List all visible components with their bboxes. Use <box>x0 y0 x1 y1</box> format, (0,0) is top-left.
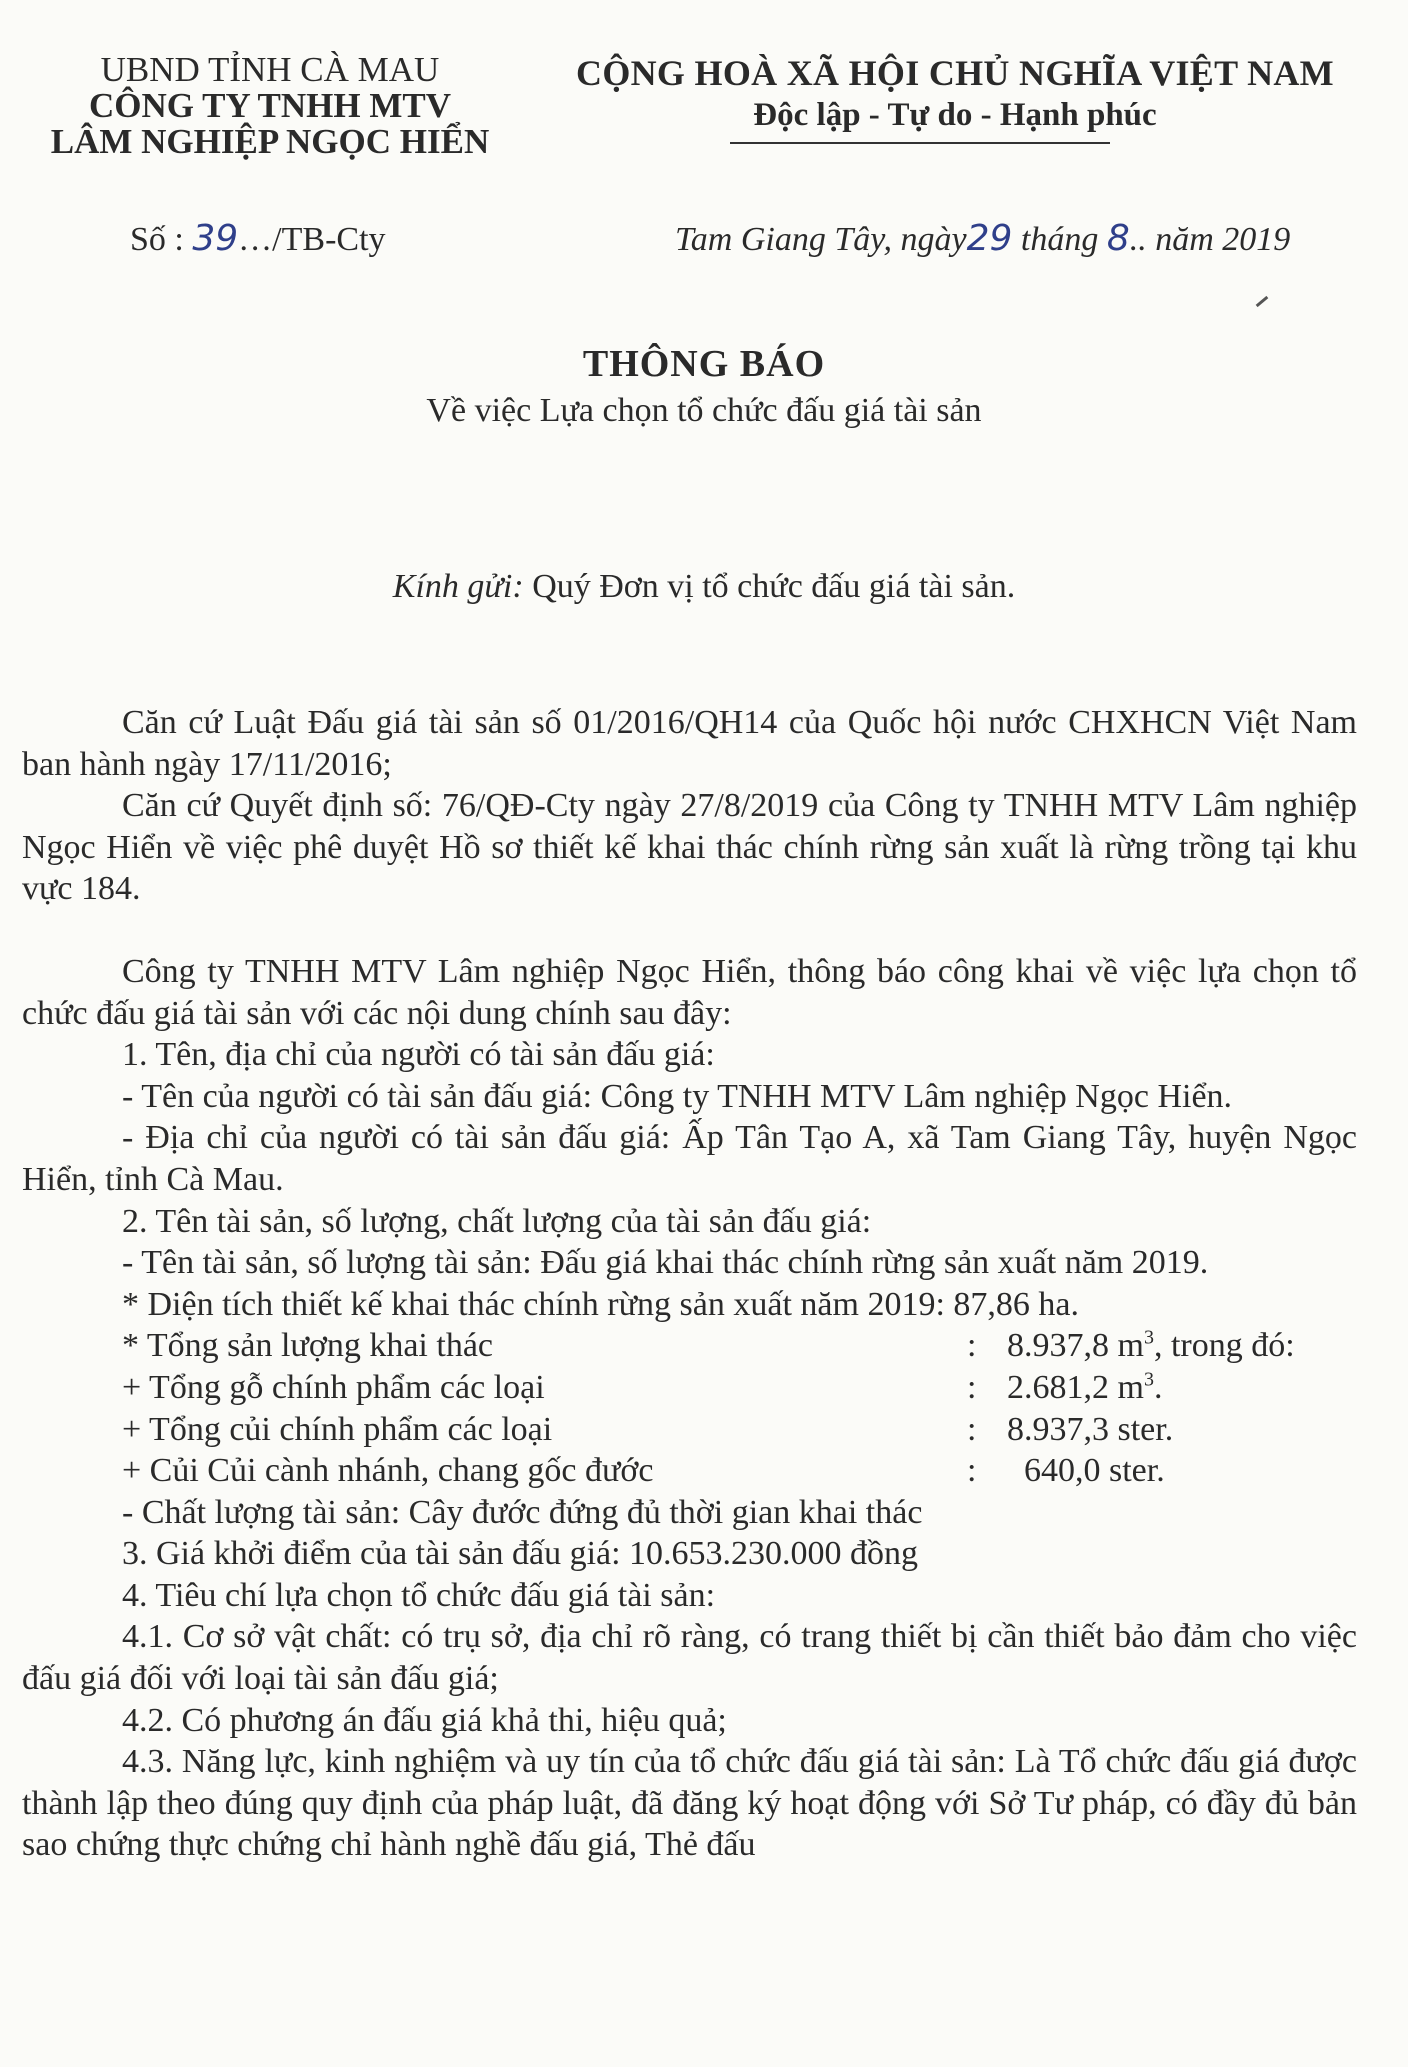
paragraph-legal-basis-1: Căn cứ Luật Đấu giá tài sản số 01/2016/QH14 của Quốc hội nước CHXHCN Việt Nam ban hành ngày 17/11/2016; <box>22 704 1357 783</box>
paragraph-announcement: Công ty TNHH MTV Lâm nghiệp Ngọc Hiển, thông báo công khai về việc lựa chọn tổ chức đấu giá tài sản với các nội dung chính sau đây: <box>22 952 1357 1032</box>
pen-mark <box>1256 296 1269 307</box>
section-2-area: * Diện tích thiết kế khai thác chính rừng sản xuất năm 2019: 87,86 ha. <box>122 1285 1079 1323</box>
org-line-company-type: CÔNG TY TNHH MTV <box>88 86 452 125</box>
criterion-4-2: 4.2. Có phương án đấu giá khả thi, hiệu quả; <box>122 1701 727 1739</box>
date-year: năm 2019 <box>1155 221 1291 258</box>
section-2-asset-name: - Tên tài sản, số lượng tài sản: Đấu giá khai thác chính rừng sản xuất năm 2019. <box>122 1244 1209 1282</box>
issuing-organization <box>30 52 510 160</box>
recipient-line <box>0 568 1408 606</box>
handwritten-month: 8 <box>1106 218 1130 259</box>
section-1-owner-address: - Địa chỉ của người có tài sản đấu giá: Ấp Tân Tạo A, xã Tam Giang Tây, huyện Ngọc Hiển, tỉnh Cà Mau. <box>22 1119 1357 1198</box>
date-month-label: tháng <box>1020 221 1099 258</box>
volume-row: + Tổng gỗ chính phẩm các loại : 2.681,2 $m^3$. <box>22 1367 1357 1409</box>
document-title: THÔNG BÁO <box>582 343 826 385</box>
document-number-prefix: Số : <box>130 221 193 258</box>
section-1-heading: 1. Tên, địa chỉ của người có tài sản đấu giá: <box>122 1036 715 1074</box>
section-4-heading: 4. Tiêu chí lựa chọn tổ chức đấu giá tài sản: <box>122 1576 716 1614</box>
volume-label: + Củi Củi cành nhánh, chang gốc đước <box>122 1452 654 1490</box>
volume-label: + Tổng củi chính phẩm các loại <box>122 1410 553 1448</box>
national-header <box>545 52 1365 136</box>
section-3-starting-price: 3. Giá khởi điểm của tài sản đấu giá: 10.653.230.000 đồng <box>122 1535 919 1573</box>
volume-row: + Tổng củi chính phẩm các loại : 8.937,3 ster. <box>22 1409 1357 1451</box>
issue-date: Tam Giang Tây, ngày29 tháng 8.. năm 2019 <box>675 218 1291 259</box>
volume-row: + Củi Củi cành nhánh, chang gốc đước : 640,0 ster. <box>22 1450 1357 1492</box>
org-line-company-name: LÂM NGHIỆP NGỌC HIỂN <box>50 122 490 161</box>
national-motto: Độc lập - Tự do - Hạnh phúc <box>753 97 1157 133</box>
section-2-quality: - Chất lượng tài sản: Cây đước đứng đủ thời gian khai thác <box>122 1493 923 1531</box>
handwritten-day: 29 <box>966 218 1013 259</box>
document-body <box>22 702 1357 1866</box>
volume-row: * Tổng sản lượng khai thác : 8.937,8 $m^3$, trong đó: <box>22 1325 1357 1367</box>
criterion-4-1: 4.1. Cơ sở vật chất: có trụ sở, địa chỉ rõ ràng, có trang thiết bị cần thiết bảo đảm cho việc đấu giá đối với loại tài sản đấu giá; <box>22 1618 1357 1698</box>
motto-underline <box>730 142 1110 144</box>
recipient-name: Quý Đơn vị tổ chức đấu giá tài sản. <box>532 568 1016 605</box>
paragraph-legal-basis-2: Căn cứ Quyết định số: 76/QĐ-Cty ngày 27/8/2019 của Công ty TNHH MTV Lâm nghiệp Ngọc Hiển về việc phê duyệt Hồ sơ thiết kế khai thác chính rừng sản xuất là rừng trồng tại khu vực 184. <box>22 787 1357 908</box>
volume-value: 8.937,3 ster. <box>1007 1410 1174 1448</box>
document-number-suffix: /TB-Cty <box>272 221 386 258</box>
section-2-heading: 2. Tên tài sản, số lượng, chất lượng của tài sản đấu giá: <box>122 1202 872 1240</box>
national-title: CỘNG HOÀ XÃ HỘI CHỦ NGHĨA VIỆT NAM <box>576 53 1334 93</box>
document-subtitle: Về việc Lựa chọn tổ chức đấu giá tài sản <box>426 392 982 429</box>
volume-value: 2.681,2 $m^3$. <box>1007 1368 1163 1406</box>
recipient-label: Kính gửi: <box>392 568 524 605</box>
section-1-owner-name: - Tên của người có tài sản đấu giá: Công ty TNHH MTV Lâm nghiệp Ngọc Hiển. <box>122 1077 1233 1115</box>
handwritten-number: 39 <box>192 218 239 259</box>
volume-label: * Tổng sản lượng khai thác <box>122 1327 493 1365</box>
org-line-province: UBND TỈNH CÀ MAU <box>100 50 440 89</box>
volume-value: 640,0 ster. <box>1007 1452 1165 1490</box>
criterion-4-3: 4.3. Năng lực, kinh nghiệm và uy tín của tổ chức đấu giá tài sản: Là Tổ chức đấu giá được thành lập theo đúng quy định của pháp luật, đã đăng ký hoạt động với Sở Tư pháp, có đầy đủ bản sao chứng thực chứng chỉ hành nghề đấu giá, Thẻ đấu <box>22 1743 1357 1864</box>
volume-value: 8.937,8 $m^3$, trong đó: <box>1007 1326 1295 1365</box>
volume-label: + Tổng gỗ chính phẩm các loại <box>122 1368 545 1406</box>
date-place: Tam Giang Tây, ngày <box>675 221 967 258</box>
document-number: Số : 39…/TB-Cty <box>130 218 386 259</box>
